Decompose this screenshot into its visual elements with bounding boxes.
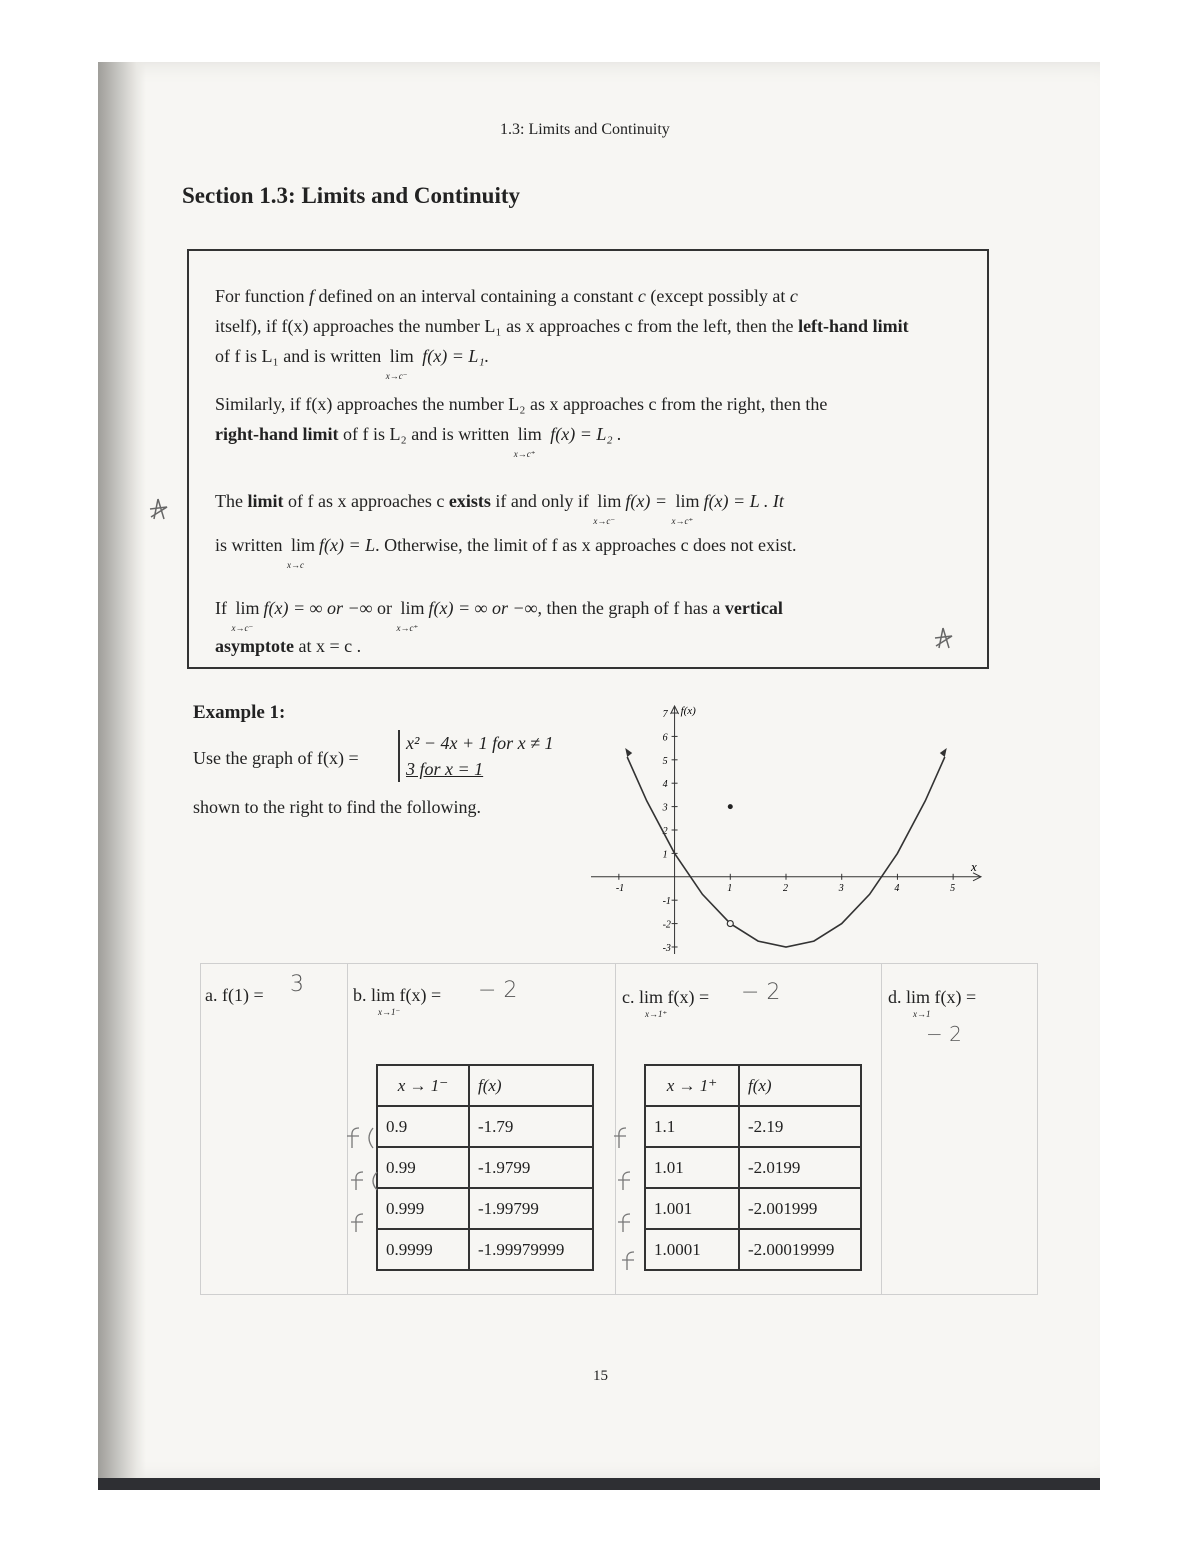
x-tick-label: 1 (727, 882, 733, 894)
table-row: 1.1 -2.19 (645, 1106, 861, 1147)
x-tick-label: 5 (950, 882, 956, 894)
closed-point (728, 804, 733, 809)
piecewise-definition (398, 730, 554, 782)
definition-paragraph-4: If lim x→c⁻ f(x) = ∞ or −∞ or lim x→c⁺ f(x) = ∞ or −∞, then the graph of f has a vertical asymptote at x = c . (215, 598, 783, 656)
piece-2: 3 for x = 1 (406, 759, 484, 779)
answer-d-handwritten: − 2 (926, 1022, 962, 1046)
lim-left: lim x→c⁻ (385, 346, 414, 381)
definition-paragraph-2: Similarly, if f(x) approaches the number L₂ as x approaches c from the right, then the right-hand limit of f is L₂ and is written lim x→c⁺ f(x) = L₂ . (215, 394, 828, 459)
example-line-1: Use the graph of f(x) = (193, 748, 359, 768)
example-title: Example 1: (193, 702, 286, 723)
answer-a-handwritten: 3 (290, 972, 304, 997)
piece-1: x² − 4x + 1 for x ≠ 1 (406, 733, 554, 753)
right-table-header-fx: f(x) (739, 1065, 861, 1106)
answer-d-label: d. lim f(x) = (888, 987, 977, 1007)
parabola-graph (585, 698, 995, 960)
graph-ticks (616, 709, 955, 954)
curve-arrow-left-icon (625, 748, 632, 757)
table-row: 0.9999 -1.99979999 (377, 1229, 593, 1270)
handwritten-f-marks-right (612, 1124, 648, 1274)
running-head: 1.3: Limits and Continuity (500, 121, 670, 138)
example-line-2: shown to the right to find the following. (193, 797, 481, 817)
y-tick-label: 7 (662, 709, 668, 721)
table-row: 0.99 -1.9799 (377, 1147, 593, 1188)
page-binding-shadow (98, 62, 146, 1482)
curve-arrow-right-icon (940, 748, 947, 757)
left-table-header-x: x → 1⁻ (377, 1065, 469, 1106)
section-title: Section 1.3: Limits and Continuity (182, 183, 521, 208)
answer-c-sub: x→1⁺ (645, 1009, 668, 1019)
y-tick-label: 4 (662, 779, 668, 791)
y-tick-label: 2 (662, 826, 668, 837)
x-tick-label: 3 (838, 882, 844, 894)
table-row: 1.001 -2.001999 (645, 1188, 861, 1229)
right-table-header-x: x → 1⁺ (645, 1065, 739, 1106)
lim-right: lim x→c⁺ (513, 424, 542, 459)
x-axis-label: x (971, 858, 977, 874)
y-tick-label: 3 (662, 802, 668, 814)
open-point (727, 921, 733, 927)
answer-b-sub: x→1⁻ (378, 1007, 401, 1017)
y-tick-label: 5 (662, 755, 668, 767)
left-limit-table (376, 1064, 594, 1271)
answer-d-sub: x→1 (913, 1009, 931, 1019)
x-tick-label: 2 (783, 882, 788, 894)
answer-col-a (201, 964, 348, 1294)
table-row: 0.9 -1.79 (377, 1106, 593, 1147)
x-tick-label: -1 (615, 882, 625, 894)
y-tick-label: 6 (662, 732, 668, 744)
definition-paragraph-1: For function f defined on an interval containing a constant c (except possibly at c itself), if f(x) approaches the number L₁ as x approaches c from the left, then the left-hand limit of f is L₁ and is written lim x→c⁻ f(x) = L₁. (215, 286, 909, 381)
graph-axes (591, 706, 981, 954)
x-tick-label: 4 (894, 882, 900, 894)
y-axis-label: f(x) (680, 705, 696, 717)
definition-paragraph-3: The limit of f as x approaches c exists if and only if lim x→c⁻ f(x) = lim x→c⁺ f(x) = L . It is written lim x→c f(x) = L. Otherwise, the limit of f as x approaches c does not exist. (215, 491, 797, 570)
y-tick-label: 1 (662, 849, 668, 861)
table-row: 0.999 -1.99799 (377, 1188, 593, 1229)
scanner-edge (98, 1478, 1100, 1490)
y-tick-label: -1 (662, 896, 671, 908)
y-tick-label: -3 (662, 942, 671, 954)
right-limit-table (644, 1064, 862, 1271)
answer-c-label: c. lim f(x) = (622, 987, 710, 1007)
star-mark-icon (145, 497, 171, 523)
answer-b-handwritten: − 2 (478, 978, 518, 1003)
answer-a-label: a. f(1) = (205, 985, 264, 1005)
page-number: 15 (593, 1368, 608, 1384)
table-row: 1.0001 -2.00019999 (645, 1229, 861, 1270)
answer-b-label: b. lim f(x) = (353, 985, 442, 1005)
star-mark-icon (930, 626, 956, 652)
handwritten-f-marks-left (345, 1124, 381, 1254)
answer-c-handwritten: − 2 (741, 980, 781, 1005)
y-tick-label: -2 (662, 919, 671, 931)
table-row: 1.01 -2.0199 (645, 1147, 861, 1188)
definition-box (187, 249, 989, 669)
left-table-header-fx: f(x) (469, 1065, 593, 1106)
